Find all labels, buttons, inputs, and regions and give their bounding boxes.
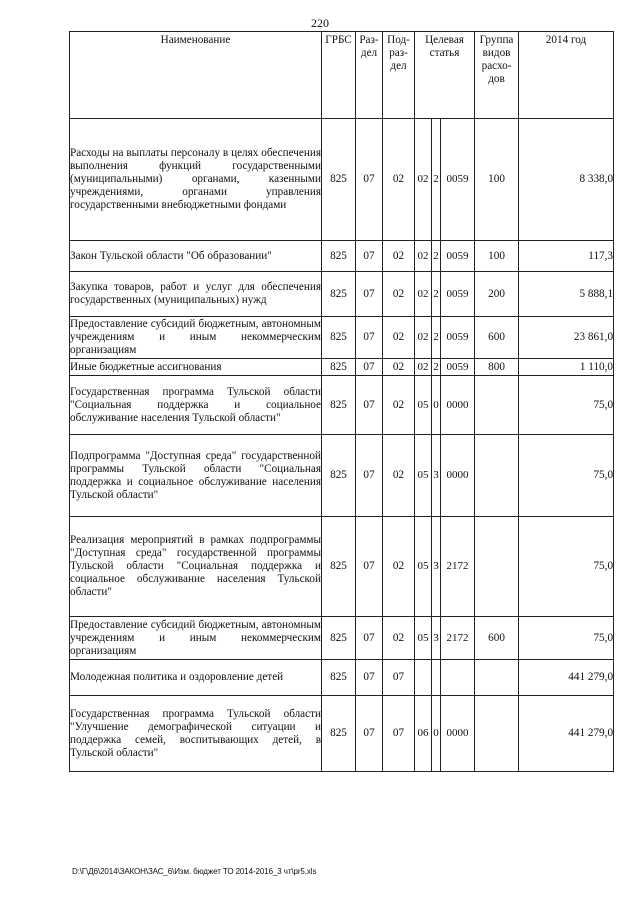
row-target-part1: 02 bbox=[415, 317, 432, 359]
col-header-grbs: ГРБС bbox=[322, 32, 356, 119]
row-target-part1: 05 bbox=[415, 517, 432, 617]
row-target-part1: 05 bbox=[415, 435, 432, 517]
row-target-part3: 0000 bbox=[441, 435, 475, 517]
row-group bbox=[475, 660, 519, 696]
row-target-part2: 2 bbox=[432, 359, 441, 376]
table-row bbox=[70, 617, 614, 660]
row-podrazdel: 02 bbox=[383, 617, 415, 660]
row-podrazdel: 02 bbox=[383, 359, 415, 376]
row-target-part3: 0059 bbox=[441, 317, 475, 359]
row-podrazdel: 02 bbox=[383, 241, 415, 272]
row-group bbox=[475, 376, 519, 435]
header-row bbox=[70, 32, 614, 119]
row-target-part2 bbox=[432, 660, 441, 696]
row-target-part3: 0059 bbox=[441, 359, 475, 376]
row-razdel: 07 bbox=[356, 435, 383, 517]
col-header-razdel: Раз-дел bbox=[356, 32, 383, 119]
row-razdel: 07 bbox=[356, 317, 383, 359]
table-row bbox=[70, 359, 614, 376]
row-target-part1: 06 bbox=[415, 696, 432, 772]
row-group: 600 bbox=[475, 617, 519, 660]
row-target-part3: 0059 bbox=[441, 241, 475, 272]
row-grbs: 825 bbox=[322, 119, 356, 241]
row-name: Иные бюджетные ассигнования bbox=[70, 359, 322, 376]
page-number: 220 bbox=[311, 16, 329, 30]
row-group: 800 bbox=[475, 359, 519, 376]
row-grbs: 825 bbox=[322, 272, 356, 317]
row-target-part2: 2 bbox=[432, 119, 441, 241]
row-grbs: 825 bbox=[322, 435, 356, 517]
table-row bbox=[70, 317, 614, 359]
row-razdel: 07 bbox=[356, 696, 383, 772]
col-header-target: Целевая статья bbox=[415, 32, 475, 119]
row-grbs: 825 bbox=[322, 660, 356, 696]
row-amount: 75,0 bbox=[519, 617, 614, 660]
row-target-part3: 0000 bbox=[441, 376, 475, 435]
row-target-part3: 0059 bbox=[441, 119, 475, 241]
row-name: Государственная программа Тульской области "Улучшение демографической ситуации и поддержка семей, воспитывающих детей, в Тульской области" bbox=[70, 696, 322, 772]
row-razdel: 07 bbox=[356, 617, 383, 660]
row-target-part3: 0000 bbox=[441, 696, 475, 772]
table-row bbox=[70, 272, 614, 317]
row-group: 600 bbox=[475, 317, 519, 359]
table-row bbox=[70, 660, 614, 696]
row-razdel: 07 bbox=[356, 241, 383, 272]
table-row bbox=[70, 696, 614, 772]
table-row bbox=[70, 517, 614, 617]
row-amount: 75,0 bbox=[519, 376, 614, 435]
row-podrazdel: 02 bbox=[383, 376, 415, 435]
row-razdel: 07 bbox=[356, 517, 383, 617]
row-grbs: 825 bbox=[322, 359, 356, 376]
row-name: Реализация мероприятий в рамках подпрограммы "Доступная среда" государственной программы Тульской области "Социальная поддержка и социальное обслуживание населения Тульской области" bbox=[70, 517, 322, 617]
row-target-part2: 3 bbox=[432, 517, 441, 617]
table-row bbox=[70, 119, 614, 241]
row-podrazdel: 07 bbox=[383, 696, 415, 772]
col-header-name: Наименование bbox=[70, 32, 322, 119]
col-header-year: 2014 год bbox=[519, 32, 614, 119]
row-grbs: 825 bbox=[322, 517, 356, 617]
row-amount: 5 888,1 bbox=[519, 272, 614, 317]
row-target-part1: 05 bbox=[415, 617, 432, 660]
row-target-part3: 2172 bbox=[441, 517, 475, 617]
row-podrazdel: 02 bbox=[383, 435, 415, 517]
row-target-part1: 05 bbox=[415, 376, 432, 435]
row-target-part1: 02 bbox=[415, 272, 432, 317]
row-grbs: 825 bbox=[322, 241, 356, 272]
row-podrazdel: 02 bbox=[383, 272, 415, 317]
row-podrazdel: 02 bbox=[383, 317, 415, 359]
row-amount: 441 279,0 bbox=[519, 696, 614, 772]
row-name: Государственная программа Тульской области "Социальная поддержка и социальное обслуживание населения Тульской области" bbox=[70, 376, 322, 435]
row-group: 200 bbox=[475, 272, 519, 317]
row-group: 100 bbox=[475, 241, 519, 272]
row-group: 100 bbox=[475, 119, 519, 241]
row-target-part1: 02 bbox=[415, 241, 432, 272]
row-target-part2: 2 bbox=[432, 241, 441, 272]
row-target-part1 bbox=[415, 660, 432, 696]
col-header-group: Группа видов расхо-дов bbox=[475, 32, 519, 119]
row-amount: 441 279,0 bbox=[519, 660, 614, 696]
row-razdel: 07 bbox=[356, 376, 383, 435]
row-grbs: 825 bbox=[322, 376, 356, 435]
row-amount: 117,3 bbox=[519, 241, 614, 272]
col-header-podrazdel: Под-раз-дел bbox=[383, 32, 415, 119]
row-target-part3: 0059 bbox=[441, 272, 475, 317]
row-podrazdel: 02 bbox=[383, 517, 415, 617]
row-target-part2: 3 bbox=[432, 435, 441, 517]
row-group bbox=[475, 696, 519, 772]
row-target-part2: 0 bbox=[432, 696, 441, 772]
row-amount: 75,0 bbox=[519, 517, 614, 617]
row-grbs: 825 bbox=[322, 617, 356, 660]
row-name: Предоставление субсидий бюджетным, автономным учреждениям и иным некоммерческим организациям bbox=[70, 617, 322, 660]
row-target-part2: 2 bbox=[432, 317, 441, 359]
row-amount: 8 338,0 bbox=[519, 119, 614, 241]
row-podrazdel: 07 bbox=[383, 660, 415, 696]
row-razdel: 07 bbox=[356, 660, 383, 696]
row-name: Расходы на выплаты персоналу в целях обеспечения выполнения функций государственными (муниципальными) органами, казенными учреждениями, органами управления государственными внебюджетными фондами bbox=[70, 119, 322, 241]
row-name: Подпрограмма "Доступная среда" государственной программы Тульской области "Социальная поддержка и социальное обслуживание населения Тульской области" bbox=[70, 435, 322, 517]
row-razdel: 07 bbox=[356, 359, 383, 376]
row-target-part2: 3 bbox=[432, 617, 441, 660]
row-podrazdel: 02 bbox=[383, 119, 415, 241]
row-amount: 23 861,0 bbox=[519, 317, 614, 359]
table-row bbox=[70, 241, 614, 272]
row-razdel: 07 bbox=[356, 119, 383, 241]
file-path-footer: D:\Г\Д6\2014\ЗАКОН\ЗАС_6\Изм. бюджет ТО 2014-2016_3 чт\pr5.xls bbox=[72, 867, 317, 876]
row-target-part3 bbox=[441, 660, 475, 696]
row-group bbox=[475, 435, 519, 517]
row-group bbox=[475, 517, 519, 617]
row-target-part1: 02 bbox=[415, 119, 432, 241]
table-row bbox=[70, 435, 614, 517]
table-row bbox=[70, 376, 614, 435]
row-target-part2: 2 bbox=[432, 272, 441, 317]
row-grbs: 825 bbox=[322, 317, 356, 359]
row-name: Предоставление субсидий бюджетным, автономным учреждениям и иным некоммерческим организациям bbox=[70, 317, 322, 359]
row-name: Молодежная политика и оздоровление детей bbox=[70, 660, 322, 696]
row-grbs: 825 bbox=[322, 696, 356, 772]
row-target-part3: 2172 bbox=[441, 617, 475, 660]
budget-table bbox=[69, 31, 614, 772]
row-name: Закупка товаров, работ и услуг для обеспечения государственных (муниципальных) нужд bbox=[70, 272, 322, 317]
row-razdel: 07 bbox=[356, 272, 383, 317]
row-target-part1: 02 bbox=[415, 359, 432, 376]
row-amount: 75,0 bbox=[519, 435, 614, 517]
row-name: Закон Тульской области "Об образовании" bbox=[70, 241, 322, 272]
row-target-part2: 0 bbox=[432, 376, 441, 435]
row-amount: 1 110,0 bbox=[519, 359, 614, 376]
